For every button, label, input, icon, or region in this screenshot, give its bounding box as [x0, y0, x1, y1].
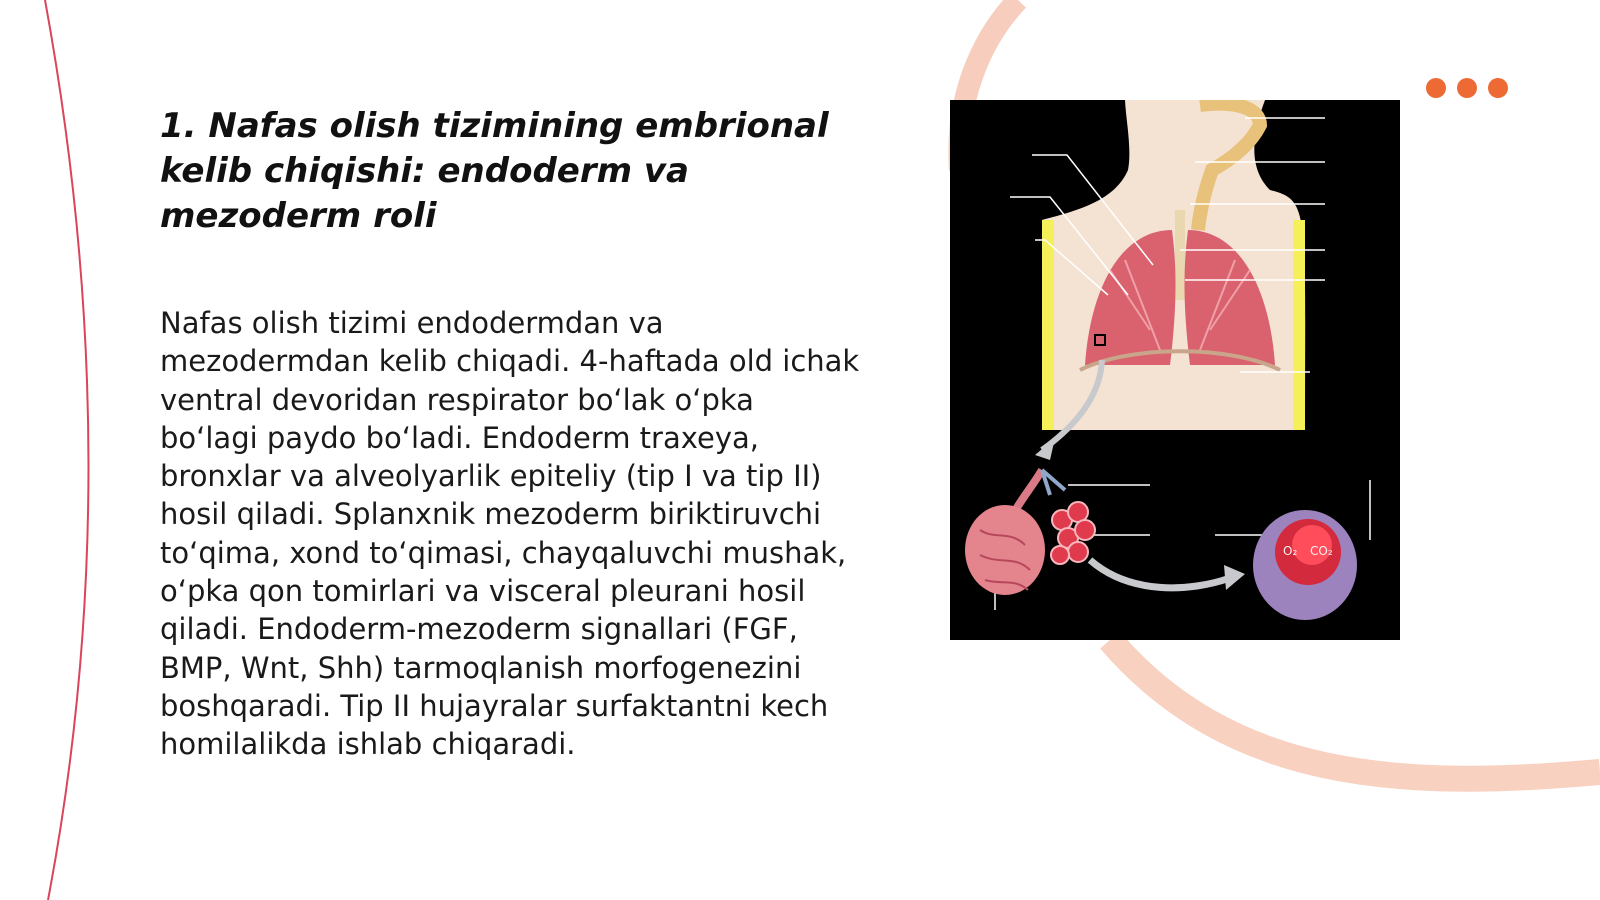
yellow-band-left: [1042, 220, 1054, 430]
more-dots-icon: [1426, 78, 1508, 98]
dot: [1457, 78, 1477, 98]
slide-body-text: Nafas olish tizimi endodermdan va mezodermdan kelib chiqadi. 4-haftada old ichak ventral devoridan respirator bo‘lak o‘pka bo‘lagi paydo bo‘ladi. Endoderm traxeya, bronxlar va alveolyarlik epiteliy (tip I va tip II) hosil qiladi. Splanxnik mezoderm biriktiruvchi to‘qima, xond to‘qimasi, chayqaluvchi mushak, o‘pka qon tomirlari va visceral pleurani hosil qiladi. Endoderm-mezoderm signallari (FGF, BMP, Wnt, Shh) tarmoqlanish morfogenezini boshqaradi. Tip II hujayralar surfaktantni kech homilalikda ishlab chiqaradi.: [160, 306, 860, 762]
dot: [1488, 78, 1508, 98]
slide-title: 1. Nafas olish tizimining embrional kelib chiqishi: endoderm va mezoderm roli: [160, 106, 829, 236]
dot: [1426, 78, 1446, 98]
left-red-curve: [45, 0, 89, 900]
o2-label: O₂: [1283, 544, 1298, 558]
decor-arc-lower: [1110, 640, 1600, 779]
respiratory-illustration-svg: [950, 100, 1400, 640]
respiratory-system-illustration: [950, 100, 1400, 640]
yellow-band-right: [1293, 220, 1305, 430]
co2-label: CO₂: [1310, 544, 1333, 558]
